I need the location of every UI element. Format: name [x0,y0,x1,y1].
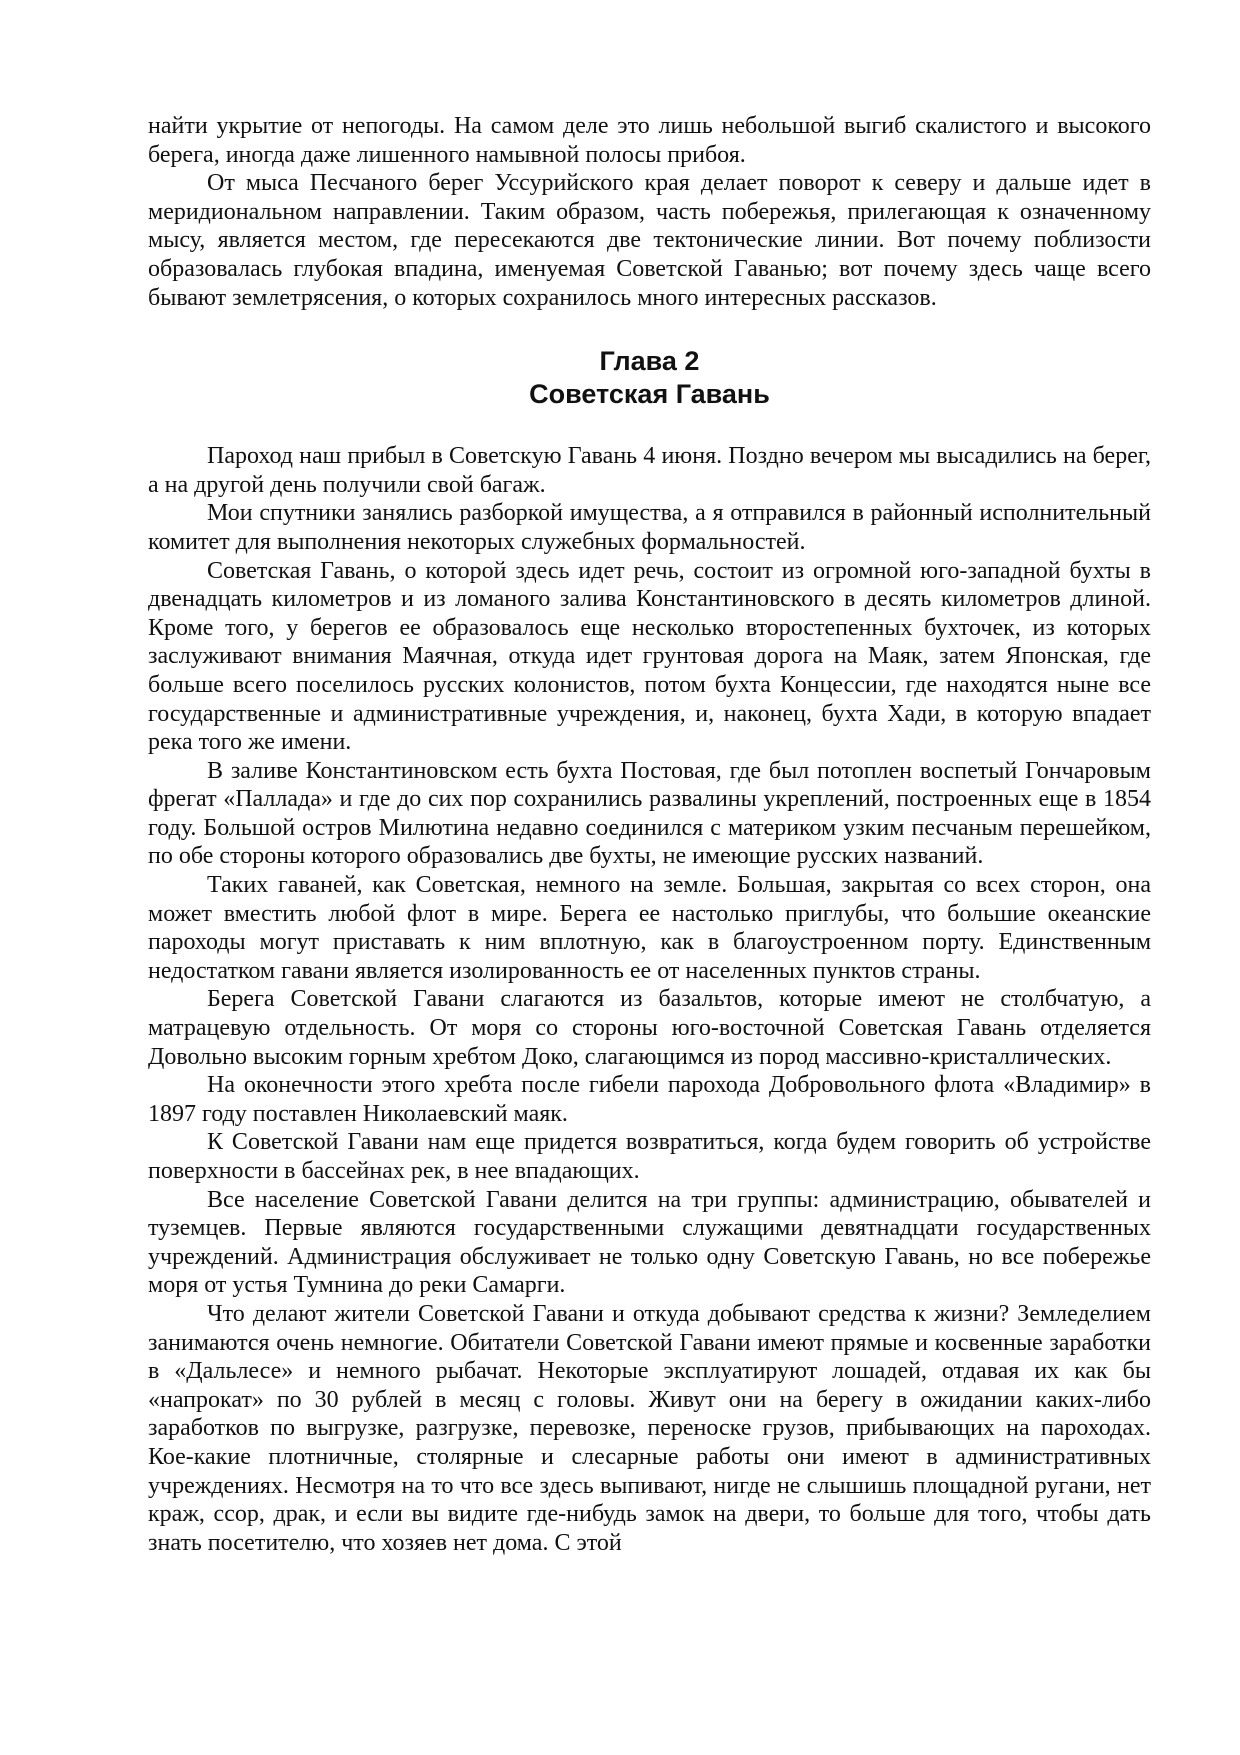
chapter-heading [148,345,1151,411]
paragraph: От мыса Песчаного берег Уссурийского края делает поворот к северу и дальше идет в меридиональном направлении. Таким образом, часть побережья, прилегающая к означенному мысу, является местом, где пересекаются две тектонические линии. Вот почему поблизости образовалась глубокая впадина, именуемая Советской Гаванью; вот почему здесь чаще всего бывают землетрясения, о которых сохранилось много интересных рассказов. [148,170,1151,311]
paragraph: Таких гаваней, как Советская, немного на земле. Большая, закрытая со всех сторон, она может вместить любой флот в мире. Берега ее настолько приглубы, что большие океанские пароходы могут приставать к ним вплотную, как в благоустроенном порту. Единственным недостатком гавани является изолированность ее от населенных пунктов страны. [148,872,1151,984]
paragraph: На оконечности этого хребта после гибели парохода Добровольного флота «Владимир» в 1897 году поставлен Николаевский маяк. [148,1072,1151,1127]
chapter-number: Глава 2 [599,346,700,377]
paragraph-continued: найти укрытие от непогоды. На самом деле это лишь небольшой выгиб скалистого и высокого берега, иногда даже лишенного намывной полосы прибоя. [148,113,1151,168]
paragraph: Мои спутники занялись разборкой имущества, а я отправился в районный исполнительный комитет для выполнения некоторых служебных формальностей. [148,500,1151,555]
paragraph: К Советской Гавани нам еще придется возвратиться, когда будем говорить об устройстве поверхности в бассейнах рек, в нее впадающих. [148,1129,1151,1184]
document-page [148,112,1151,1557]
paragraph: Пароход наш прибыл в Советскую Гавань 4 июня. Поздно вечером мы высадились на берег, а на другой день получили свой багаж. [148,443,1151,498]
paragraph: Советская Гавань, о которой здесь идет речь, состоит из огромной юго-западной бухты в двенадцать километров и из ломаного залива Константиновского в десять километров длиной. Кроме того, у берегов ее образовалось еще несколько второстепенных бухточек, из которых заслуживают внимания Маячная, откуда идет грунтовая дорога на Маяк, затем Японская, где больше всего поселилось русских колонистов, потом бухта Концессии, где находятся ныне все государственные и административные учреждения, и, наконец, бухта Хади, в которую впадает река того же имени. [148,557,1151,756]
paragraph: Все население Советской Гавани делится на три группы: администрацию, обывателей и туземцев. Первые являются государственными служащими девятнадцати государственных учреждений. Администрация обслуживает не только одну Советскую Гавань, но все побережье моря от устья Тумнина до реки Самарги. [148,1186,1151,1299]
paragraph: Берега Советской Гавани слагаются из базальтов, которые имеют не столбчатую, а матрацевую отдельность. От моря со стороны юго-восточной Советская Гавань отделяется Довольно высоким горным хребтом Доко, слагающимся из пород массивно-кристаллических. [148,986,1151,1070]
paragraph: В заливе Константиновском есть бухта Постовая, где был потоплен воспетый Гончаровым фрегат «Паллада» и где до сих пор сохранились развалины укреплений, построенных еще в 1854 году. Большой остров Милютина недавно соединился с материком узким песчаным перешейком, по обе стороны которого образовались две бухты, не имеющие русских названий. [148,757,1151,870]
chapter-title: Советская Гавань [529,379,770,410]
paragraph-last: Что делают жители Советской Гавани и откуда добывают средства к жизни? Земледелием занимаются очень немногие. Обитатели Советской Гавани имеют прямые и косвенные заработки в «Дальлесе» и немного рыбачат. Некоторые эксплуатируют лошадей, отдавая их как бы «напрокат» по 30 рублей в месяц с головы. Живут они на берегу в ожидании каких-либо заработков по выгрузке, разгрузке, перевозке, переноске грузов, прибывающих на пароходах. Кое-какие плотничные, столярные и слесарные работы они имеют в административных учреждениях. Несмотря на то что все здесь выпивают, нигде не слышишь площадной ругани, нет краж, ссор, драк, и если вы видите где-нибудь замок на двери, то больше для того, чтобы дать знать посетителю, что хозяев нет дома. С этой [148,1300,1151,1556]
